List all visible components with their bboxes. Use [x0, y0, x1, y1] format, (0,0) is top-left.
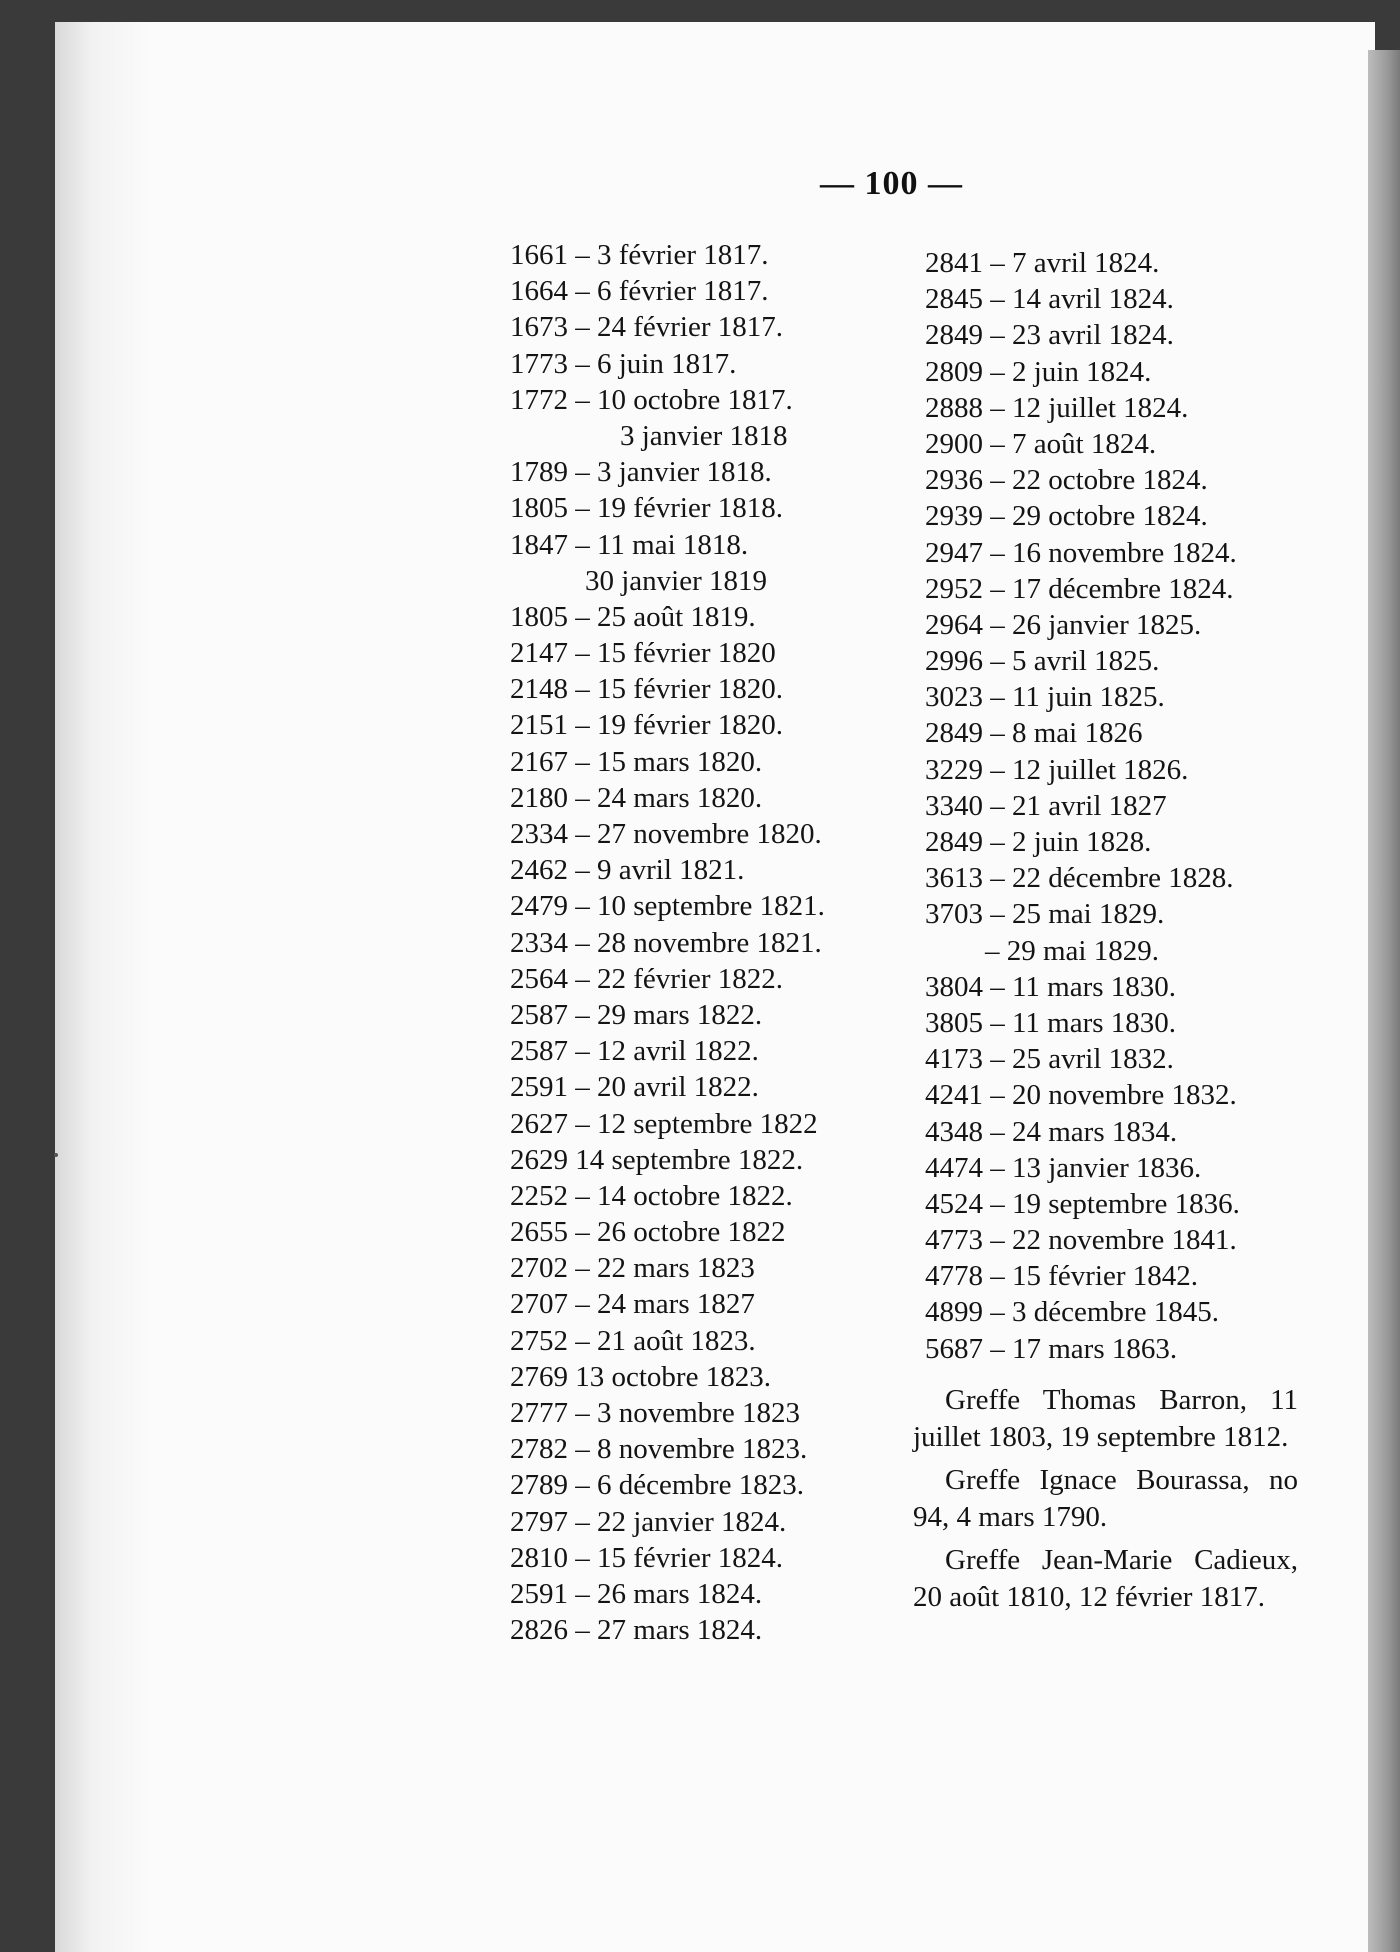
- list-item: 2707 – 24 mars 1827: [510, 1288, 755, 1321]
- list-item: 2147 – 15 février 1820: [510, 637, 776, 670]
- list-item: 3804 – 11 mars 1830.: [925, 970, 1177, 1003]
- list-item: 2797 – 22 janvier 1824.: [510, 1505, 787, 1538]
- list-item: 2888 – 12 juillet 1824.: [925, 391, 1189, 424]
- list-item: 4348 – 24 mars 1834.: [925, 1115, 1178, 1148]
- list-item: 2180 – 24 mars 1820.: [510, 781, 763, 814]
- list-item: 3703 – 25 mai 1829.: [925, 898, 1165, 931]
- list-item: 2151 – 19 février 1820.: [510, 709, 784, 742]
- list-item: 2479 – 10 septembre 1821.: [510, 890, 825, 923]
- list-item: 2841 – 7 avril 1824.: [925, 247, 1160, 279]
- list-item: 2782 – 8 novembre 1823.: [510, 1433, 808, 1466]
- list-item: 2591 – 26 mars 1824.: [510, 1577, 763, 1610]
- list-item: 4173 – 25 avril 1832.: [925, 1043, 1174, 1076]
- list-item: 2769 13 octobre 1823.: [510, 1360, 771, 1393]
- list-item: 2939 – 29 octobre 1824.: [925, 500, 1208, 533]
- right-column-list: [925, 245, 1240, 1367]
- list-item: 2752 – 21 août 1823.: [510, 1324, 756, 1357]
- list-item: 2810 – 15 février 1824.: [510, 1541, 784, 1574]
- list-item: 4778 – 15 février 1842.: [925, 1260, 1199, 1293]
- list-item: 3805 – 11 mars 1830.: [925, 1006, 1177, 1039]
- list-item: 3023 – 11 juin 1825.: [925, 681, 1165, 714]
- left-column-list: [510, 237, 825, 1648]
- list-item: 2564 – 22 février 1822.: [510, 962, 784, 995]
- greffe-notes: [913, 1382, 1298, 1622]
- list-item: 2947 – 16 novembre 1824.: [925, 536, 1237, 569]
- list-item: 2629 14 septembre 1822.: [510, 1143, 804, 1176]
- list-item: 4241 – 20 novembre 1832.: [925, 1079, 1237, 1112]
- list-item: 2964 – 26 janvier 1825.: [925, 608, 1202, 641]
- list-item: 2900 – 7 août 1824.: [925, 427, 1157, 460]
- list-item: 3340 – 21 avril 1827: [925, 789, 1167, 822]
- list-item: 2952 – 17 décembre 1824.: [925, 572, 1234, 605]
- list-item: 2826 – 27 mars 1824.: [510, 1614, 763, 1647]
- list-item: 2334 – 28 novembre 1821.: [510, 926, 822, 959]
- list-item: 3229 – 12 juillet 1826.: [925, 753, 1189, 786]
- list-item: 2655 – 26 octobre 1822: [510, 1216, 786, 1249]
- list-item: 1772 – 10 octobre 1817.: [510, 383, 793, 416]
- list-item: 2845 – 14 avril 1824.: [925, 283, 1174, 316]
- greffe-note: Greffe Thomas Barron, 11 juillet 1803, 19 septembre 1812.: [913, 1384, 1298, 1453]
- list-item: 2334 – 27 novembre 1820.: [510, 818, 822, 850]
- page-edge-left: [55, 22, 150, 1952]
- list-item: 1773 – 6 juin 1817.: [510, 347, 737, 380]
- page-number: — 100 —: [820, 165, 963, 202]
- list-item: 2587 – 29 mars 1822.: [510, 998, 763, 1031]
- list-item: 1805 – 25 août 1819.: [510, 600, 756, 633]
- list-item: 2849 – 2 juin 1828.: [925, 826, 1152, 858]
- list-item: 2587 – 12 avril 1822.: [510, 1035, 759, 1068]
- list-item: 4899 – 3 décembre 1845.: [925, 1296, 1219, 1329]
- paper-speck: [54, 1153, 58, 1157]
- list-item: 1805 – 19 février 1818.: [510, 492, 784, 525]
- list-item: 1664 – 6 février 1817.: [510, 275, 769, 308]
- list-item: 2148 – 15 février 1820.: [510, 673, 784, 706]
- list-item: 4524 – 19 septembre 1836.: [925, 1187, 1240, 1220]
- list-item: 2789 – 6 décembre 1823.: [510, 1469, 804, 1502]
- list-item: 2627 – 12 septembre 1822: [510, 1107, 818, 1140]
- list-item: 4474 – 13 janvier 1836.: [925, 1151, 1202, 1184]
- page-edge-right: [1368, 50, 1400, 1952]
- list-item: 2702 – 22 mars 1823: [510, 1252, 755, 1285]
- list-item: 2849 – 8 mai 1826: [925, 717, 1143, 750]
- list-item: 2777 – 3 novembre 1823: [510, 1397, 800, 1429]
- list-item: 5687 – 17 mars 1863.: [925, 1332, 1178, 1365]
- list-item: 30 janvier 1819: [585, 564, 768, 597]
- list-item: 2252 – 14 octobre 1822.: [510, 1179, 793, 1212]
- list-item: 2809 – 2 juin 1824.: [925, 355, 1152, 388]
- list-item: 3613 – 22 décembre 1828.: [925, 862, 1234, 895]
- list-item: 4773 – 22 novembre 1841.: [925, 1224, 1237, 1257]
- list-item: 1661 – 3 février 1817.: [510, 239, 769, 271]
- greffe-note: Greffe Jean-Marie Cadieux, 20 août 1810, 12 février 1817.: [913, 1544, 1298, 1613]
- list-item: 2462 – 9 avril 1821.: [510, 854, 745, 887]
- list-item: 2167 – 15 mars 1820.: [510, 745, 763, 778]
- list-item: 1673 – 24 février 1817.: [510, 311, 784, 344]
- list-item: 1789 – 3 janvier 1818.: [510, 456, 772, 489]
- list-item: 2849 – 23 avril 1824.: [925, 319, 1174, 352]
- list-item: 2936 – 22 octobre 1824.: [925, 464, 1208, 497]
- list-item: 1847 – 11 mai 1818.: [510, 528, 749, 561]
- list-item: – 29 mai 1829.: [985, 934, 1159, 967]
- greffe-note: Greffe Ignace Bourassa, no 94, 4 mars 1790.: [913, 1464, 1298, 1533]
- list-item: 3 janvier 1818: [620, 419, 788, 452]
- list-item: 2591 – 20 avril 1822.: [510, 1071, 759, 1104]
- list-item: 2996 – 5 avril 1825.: [925, 645, 1160, 678]
